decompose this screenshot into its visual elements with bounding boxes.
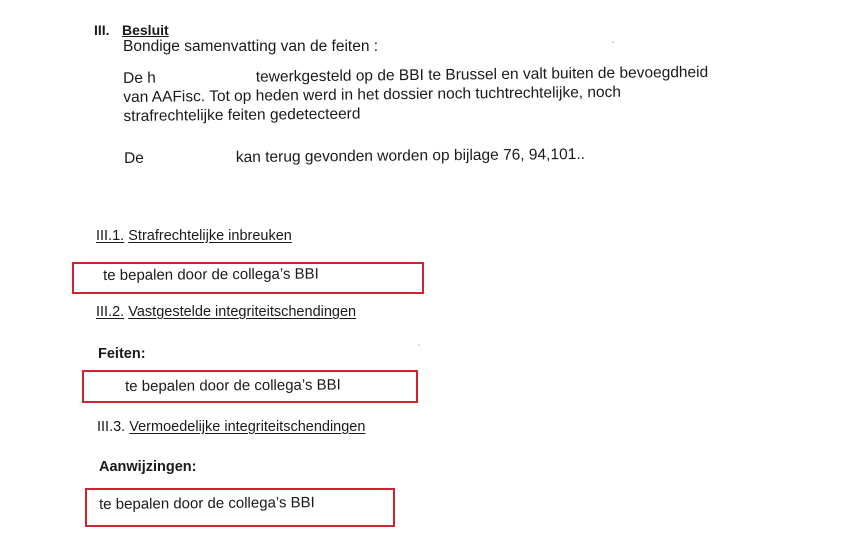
section-number: III. [94, 22, 110, 38]
feiten-label: Feiten: [98, 346, 146, 362]
highlighted-text: te bepalen door de collega’s BBI [99, 494, 315, 513]
redacted-gap [144, 162, 236, 163]
scan-speck [612, 41, 614, 43]
subsection-number: III.1. [96, 228, 125, 244]
aanwijzingen-label: Aanwijzingen: [99, 459, 197, 475]
annex-reference-start: De [124, 149, 144, 167]
redacted-gap [156, 82, 256, 83]
summary-line-2: van AAFisc. Tot op heden werd in het dossier noch tuchtrechtelijke, noch [123, 83, 622, 106]
subsection-heading [97, 419, 365, 435]
subsection-heading [96, 228, 292, 244]
subsection-title: Strafrechtelijke inbreuken [128, 228, 292, 244]
scan-speck [418, 344, 420, 346]
annex-reference [124, 146, 585, 168]
annex-reference-end: kan terug gevonden worden op bijlage 76, 94,101.. [235, 145, 585, 167]
subsection-title: Vermoedelijke integriteitschendingen [129, 419, 366, 435]
summary-line-3: strafrechtelijke feiten gedetecteerd [123, 105, 361, 125]
summary-line-1-start: De h [123, 69, 156, 87]
subsection-title: Vastgestelde integriteitschendingen [128, 304, 357, 320]
section-title: Besluit [122, 22, 169, 38]
summary-line-1-end: tewerkgesteld op de BBI te Brussel en valt buiten de bevoegdheid [255, 63, 709, 86]
summary-paragraph [123, 63, 764, 127]
subsection-number: III.2. [96, 304, 125, 320]
highlighted-text: te bepalen door de collega’s BBI [125, 376, 341, 395]
subsection-heading [96, 304, 356, 320]
summary-heading: Bondige samenvatting van de feiten : [123, 38, 379, 55]
highlighted-text: te bepalen door de collega’s BBI [103, 265, 319, 284]
subsection-number: III.3. [97, 419, 126, 435]
